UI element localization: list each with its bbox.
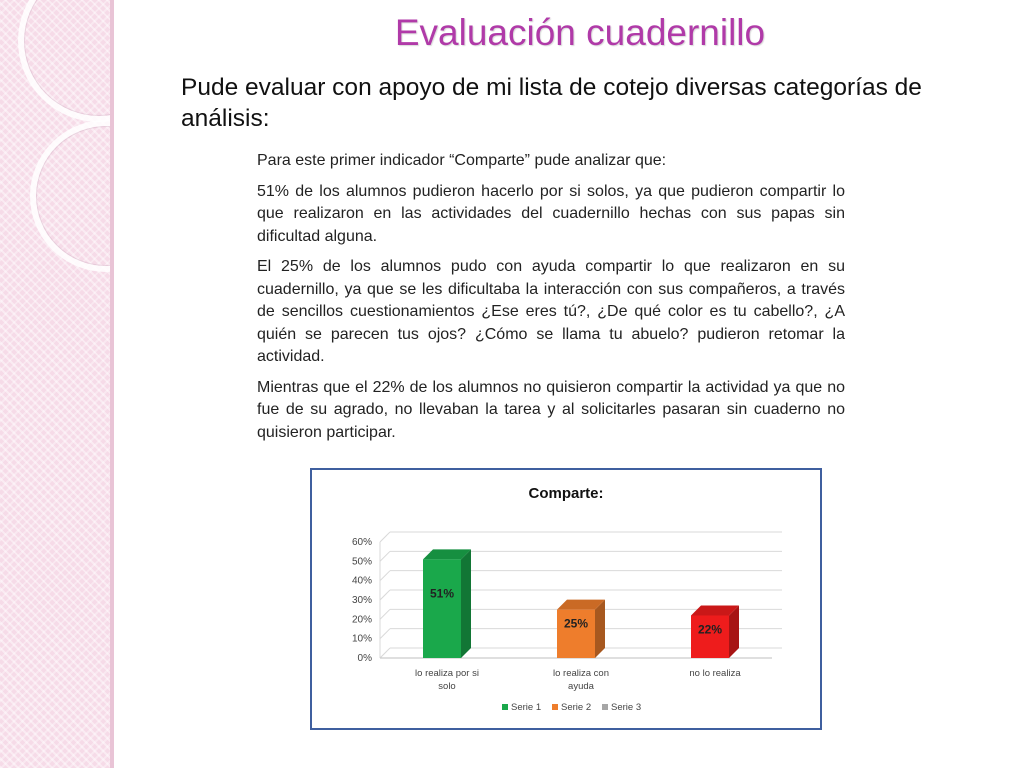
y-tick-label: 30% <box>351 595 372 606</box>
data-label: 22% <box>697 622 723 637</box>
decorative-ring <box>18 0 113 122</box>
intro-text: Pude evaluar con apoyo de mi lista de cotejo diversas categorías de análisis: <box>181 74 922 132</box>
x-tick-label: lo realiza por si <box>415 668 479 679</box>
strip-edge <box>110 0 114 768</box>
gridline-depth <box>380 590 390 600</box>
paragraph: 51% de los alumnos pudieron hacerlo por si solos, ya que pudieron compartir lo que realizaron en las actividades del cuadernillo hechas con sus papas sin dificultad alguna. <box>257 182 845 245</box>
data-label: 25% <box>563 616 589 631</box>
legend-label: Serie 1 <box>511 702 542 713</box>
gridline-depth <box>380 609 390 619</box>
y-tick-label: 20% <box>351 614 372 626</box>
bar <box>423 559 461 658</box>
legend-swatch <box>552 704 558 710</box>
x-tick-label: no lo realiza <box>689 668 741 679</box>
legend-swatch <box>502 704 508 710</box>
y-tick-label: 10% <box>351 633 372 645</box>
gridline-depth <box>380 532 390 542</box>
y-tick-label: 50% <box>351 556 372 568</box>
bar-side <box>595 600 605 658</box>
gridline-depth <box>380 571 390 581</box>
legend-label: Serie 2 <box>561 702 592 713</box>
chart-title: Comparte: <box>528 485 604 502</box>
bar-chart <box>312 470 820 728</box>
x-tick-label: solo <box>438 681 456 692</box>
chart-frame <box>310 468 822 730</box>
gridline-depth <box>380 648 390 658</box>
data-label: 51% <box>429 586 455 601</box>
paragraph: El 25% de los alumnos pudo con ayuda compartir lo que realizaron en su cuadernillo, ya que se les dificultaba la interacción con sus compañeros, a través de sencillos cuestionamientos ¿Ese eres tú?, ¿De qué color es tu cabello?, ¿A quién se parecen tus ojos? ¿Cómo se llama tu abuelo? pudieron retomar la actividad. <box>257 258 845 365</box>
y-tick-label: 60% <box>351 537 372 548</box>
x-tick-label: ayuda <box>568 681 594 692</box>
legend-swatch <box>602 704 608 710</box>
document-excerpt <box>257 150 845 452</box>
x-tick-label: lo realiza con <box>553 668 609 679</box>
bar-side <box>461 549 471 658</box>
y-tick-label: 40% <box>351 575 372 587</box>
paragraph: Para este primer indicador “Comparte” pude analizar que: <box>257 152 667 169</box>
legend-label: Serie 3 <box>611 702 642 713</box>
slide-title: Evaluación cuadernillo <box>394 12 766 53</box>
decorative-ring <box>30 120 113 272</box>
y-tick-label: 0% <box>357 653 372 664</box>
paragraph: Mientras que el 22% de los alumnos no quisieron compartir la actividad ya que no fue de su agrado, no llevaban la tarea y al solicitarles pasaran sin cuaderno no quisieron participar. <box>257 378 845 441</box>
gridline-depth <box>380 629 390 639</box>
gridline-depth <box>380 551 390 561</box>
decorative-side-strip <box>0 0 113 768</box>
